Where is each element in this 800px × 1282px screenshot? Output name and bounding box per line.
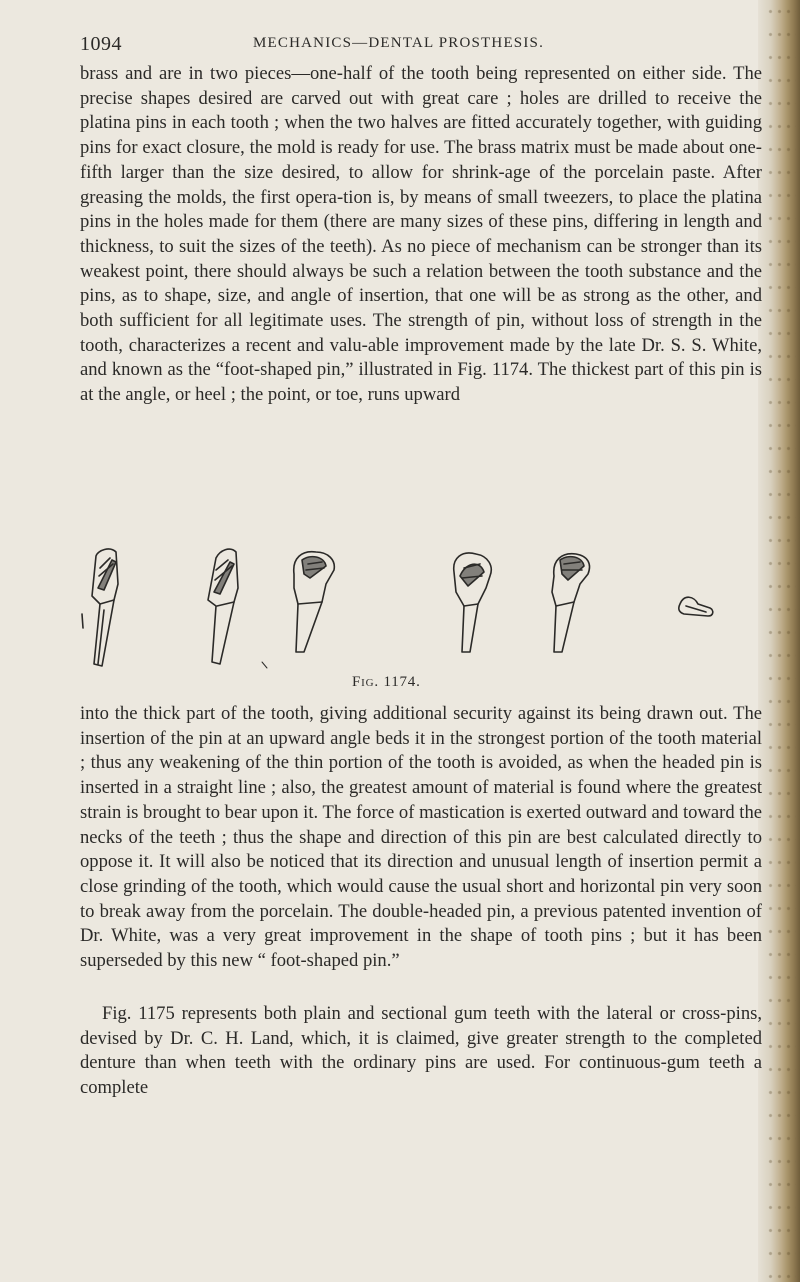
tooth-section-icon bbox=[552, 554, 590, 652]
page-number: 1094 bbox=[80, 33, 122, 55]
foot-shaped-pin-icon bbox=[679, 597, 713, 616]
body-paragraph-1: brass and are in two pieces—one-half of the tooth being represented on either side. The precise shapes desired are carved out with great care ; holes are drilled to receive the platina pins in each tooth ; when the two halves are fitted accurately together, with guiding pins for exact closure, the mold is ready for use. The brass matrix must be made about one-fifth larger than the size desired, to allow for shrink-age of the porcelain paste. After greasing the molds, the first opera-tion is, by means of small tweezers, to place the platina pins in the holes made for them (there are many sizes of these pins, differing in length and thickness, to suit the sizes of the teeth). As no piece of mechanism can be stronger than its weakest point, there should always be such a relation between the tooth substance and the pins, as to shape, size, and angle of insertion, that one will be as strong as the other, and both sufficient for all legitimate uses. The strength of pin, without loss of strength in the tooth, characterizes a recent and valu-able improvement made by the late Dr. S. S. White, and known as the “foot-shaped pin,” illustrated in Fig. 1174. The thickest part of this pin is at the angle, or heel ; the point, or toe, runs upward bbox=[80, 63, 762, 406]
tooth-section-icon bbox=[454, 553, 491, 652]
body-paragraph-2: into the thick part of the tooth, giving additional security against its being drawn out. The insertion of the pin at an upward angle beds it in the strongest portion of the tooth material ; thus any weakening of the thin portion of the tooth is avoided, as when the headed pin is inserted in a straight line ; also, the greatest amount of material is found where the greatest strain is brought to bear upon it. The force of mastication is exerted outward and toward the necks of the teeth ; thus the shape and direction of this pin are best calculated directly to oppose it. It will also be noticed that its direction and unusual length of insertion permit a close grinding of the tooth, which would cause the usual short and horizontal pin very soon to break away from the porcelain. The double-headed pin, a previous patented invention of Dr. White, was a very great improvement in the shape of tooth pins ; but it has been superseded by this new “ foot-shaped pin.” bbox=[80, 703, 762, 972]
figure-caption bbox=[352, 674, 421, 691]
body-paragraph-3: Fig. 1175 represents both plain and sectional gum teeth with the lateral or cross-pins, devised by Dr. C. H. Land, which, it is claimed, give greater strength to the completed denture than when teeth with the ordinary pins are used. For continuous-gum teeth a complete bbox=[80, 1003, 762, 1099]
figure-1174 bbox=[80, 548, 762, 698]
tooth-section-icon bbox=[82, 549, 118, 666]
page-edge-texture bbox=[766, 0, 796, 1282]
figure-caption-label: Fig. bbox=[352, 674, 379, 690]
running-head bbox=[80, 33, 760, 57]
running-head-title: MECHANICS—DENTAL PROSTHESIS. bbox=[253, 35, 545, 51]
tooth-section-icon bbox=[294, 552, 335, 652]
figure-drawing bbox=[80, 548, 762, 678]
figure-caption-number: 1174. bbox=[383, 674, 421, 690]
tooth-section-icon bbox=[208, 549, 238, 664]
